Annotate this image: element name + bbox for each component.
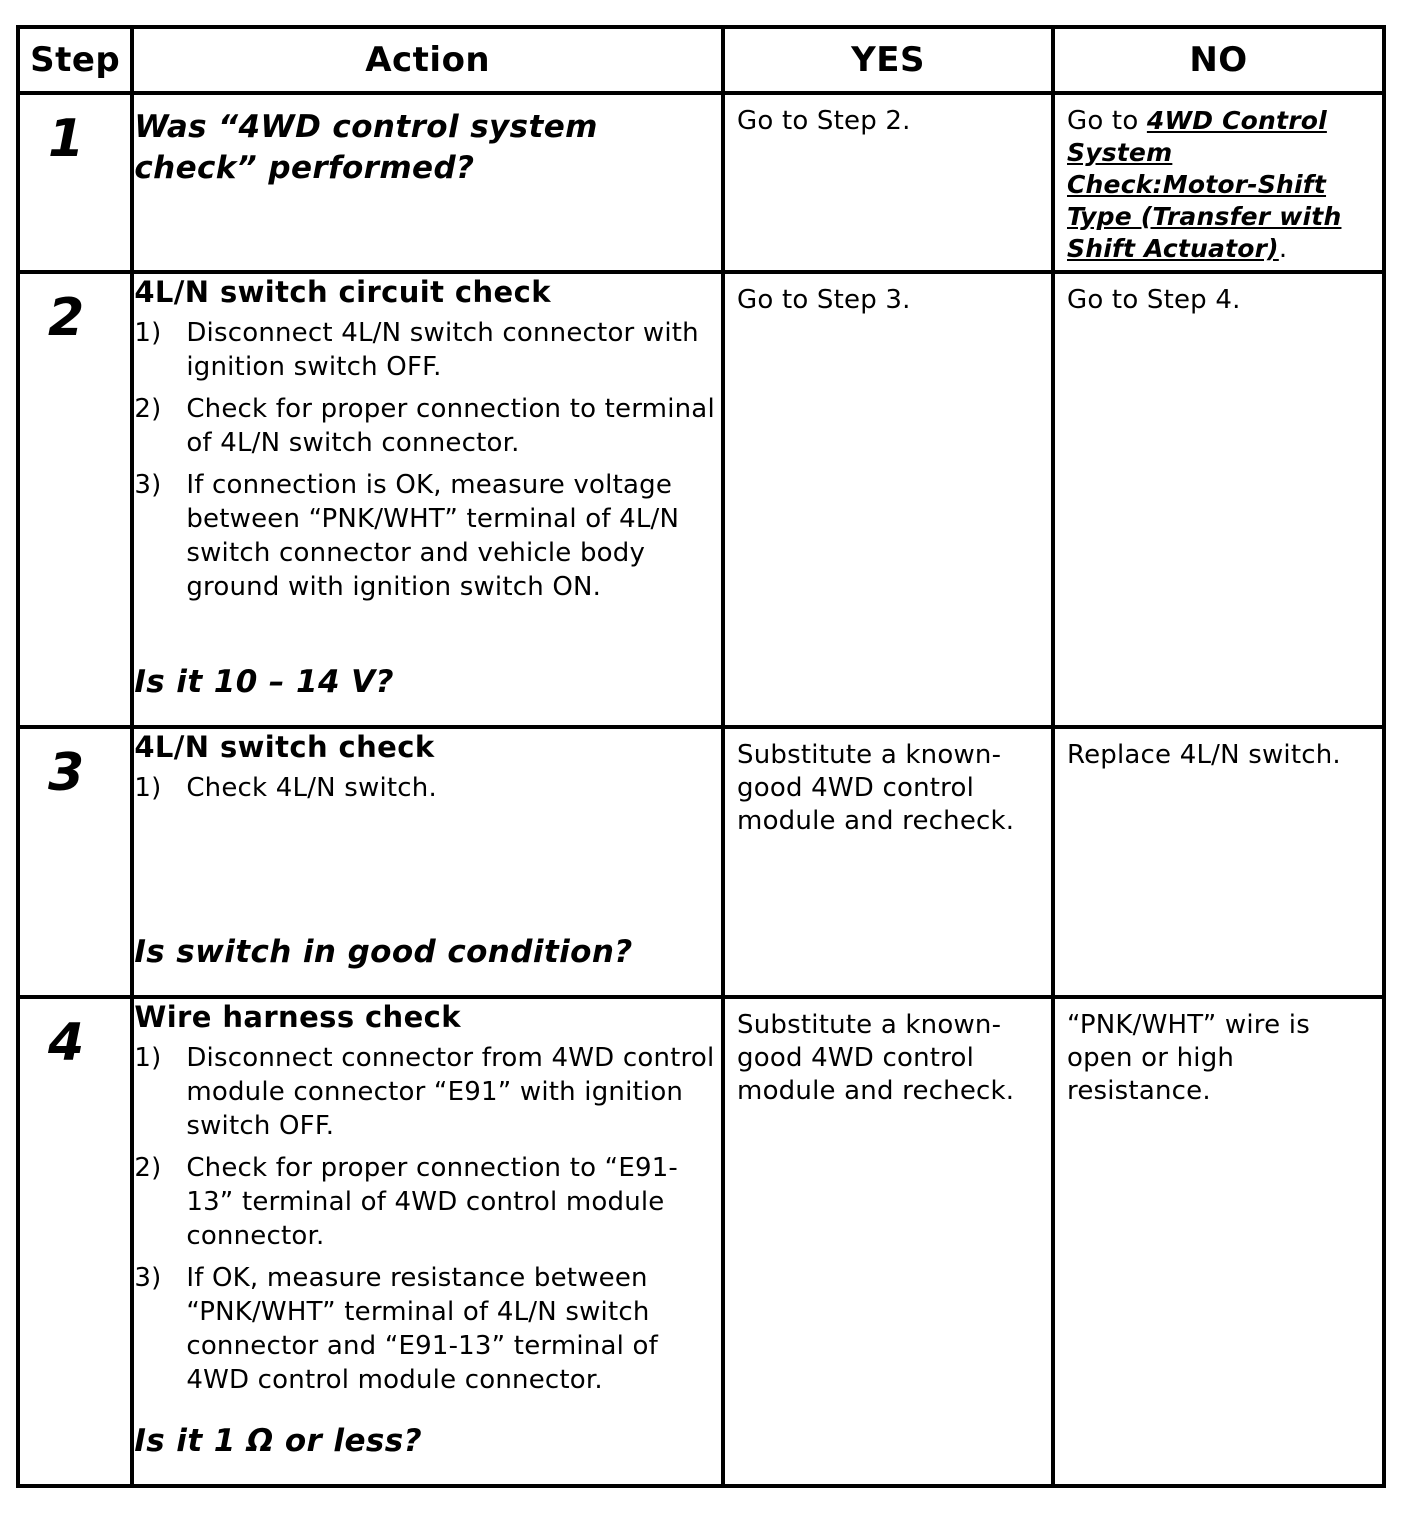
action-title: 4L/N switch check (134, 730, 435, 764)
item-number: 1) (134, 773, 162, 803)
item-text: Disconnect 4L/N switch connector with ignition switch OFF. (186, 318, 699, 382)
header-action: Action (132, 27, 723, 93)
diagnostic-table (16, 25, 1386, 1488)
action-question: Is switch in good condition? (134, 934, 633, 970)
action-cell (132, 272, 723, 727)
step-cell (18, 93, 132, 272)
header-step: Step (18, 27, 132, 93)
list-item (134, 468, 721, 604)
list-item (134, 316, 721, 384)
table-row (18, 272, 1384, 727)
yes-cell (723, 272, 1053, 727)
yes-text: Go to Step 3. (737, 285, 911, 315)
action-cell (132, 997, 723, 1486)
yes-text: Substitute a known-good 4WD control module and recheck. (737, 740, 1015, 836)
step-cell (18, 997, 132, 1486)
4wd-control-system-check-link[interactable]: 4WD Control System Check:Motor-Shift Type (Transfer with Shift Actuator) (1067, 106, 1342, 263)
no-cell (1053, 727, 1384, 997)
no-text: “PNK/WHT” wire is open or high resistance. (1067, 1010, 1310, 1106)
action-steps (134, 1041, 721, 1397)
header-yes: YES (723, 27, 1053, 93)
item-number: 2) (134, 394, 162, 424)
item-text: If connection is OK, measure voltage between “PNK/WHT” terminal of 4L/N switch connector and vehicle body ground with ignition switch ON. (186, 470, 680, 602)
list-item (134, 1041, 721, 1143)
no-cell (1053, 272, 1384, 727)
no-cell (1053, 93, 1384, 272)
no-suffix: . (1278, 234, 1288, 264)
yes-cell (723, 93, 1053, 272)
item-text: Check 4L/N switch. (186, 773, 437, 803)
table-row (18, 727, 1384, 997)
item-text: If OK, measure resistance between “PNK/WHT” terminal of 4L/N switch connector and “E91-13” terminal of 4WD control module connector. (186, 1263, 658, 1395)
action-steps (134, 771, 721, 805)
step-number: 4 (48, 1013, 85, 1073)
action-cell (132, 727, 723, 997)
step-cell (18, 272, 132, 727)
item-text: Disconnect connector from 4WD control module connector “E91” with ignition switch OFF. (186, 1043, 715, 1141)
action-steps (134, 316, 721, 604)
item-text: Check for proper connection to terminal of 4L/N switch connector. (186, 394, 715, 458)
no-text: Go to Step 4. (1067, 285, 1241, 315)
action-question: Is it 1 Ω or less? (134, 1423, 422, 1459)
step-number: 1 (48, 109, 85, 169)
table-row (18, 93, 1384, 272)
no-text (1055, 95, 1382, 265)
no-cell (1053, 997, 1384, 1486)
action-question: Is it 10 – 14 V? (134, 664, 394, 700)
item-number: 3) (134, 1263, 162, 1293)
action-title: Wire harness check (134, 1000, 461, 1034)
item-number: 3) (134, 470, 162, 500)
action-question: Was “4WD control system check” performed? (134, 109, 598, 186)
step-cell (18, 727, 132, 997)
header-no: NO (1053, 27, 1384, 93)
list-item (134, 392, 721, 460)
action-cell (132, 93, 723, 272)
yes-text: Go to Step 2. (737, 106, 911, 136)
step-number: 3 (48, 743, 85, 803)
no-text: Replace 4L/N switch. (1067, 740, 1341, 770)
yes-cell (723, 997, 1053, 1486)
yes-cell (723, 727, 1053, 997)
item-number: 1) (134, 318, 162, 348)
item-number: 2) (134, 1153, 162, 1183)
list-item (134, 771, 721, 805)
yes-text: Substitute a known-good 4WD control module and recheck. (737, 1010, 1015, 1106)
list-item (134, 1151, 721, 1253)
item-text: Check for proper connection to “E91-13” terminal of 4WD control module connector. (186, 1153, 679, 1251)
action-title: 4L/N switch circuit check (134, 275, 551, 309)
list-item (134, 1261, 721, 1397)
item-number: 1) (134, 1043, 162, 1073)
step-number: 2 (48, 288, 85, 348)
table-row (18, 997, 1384, 1486)
no-prefix: Go to (1067, 106, 1147, 136)
header-row (18, 27, 1384, 93)
